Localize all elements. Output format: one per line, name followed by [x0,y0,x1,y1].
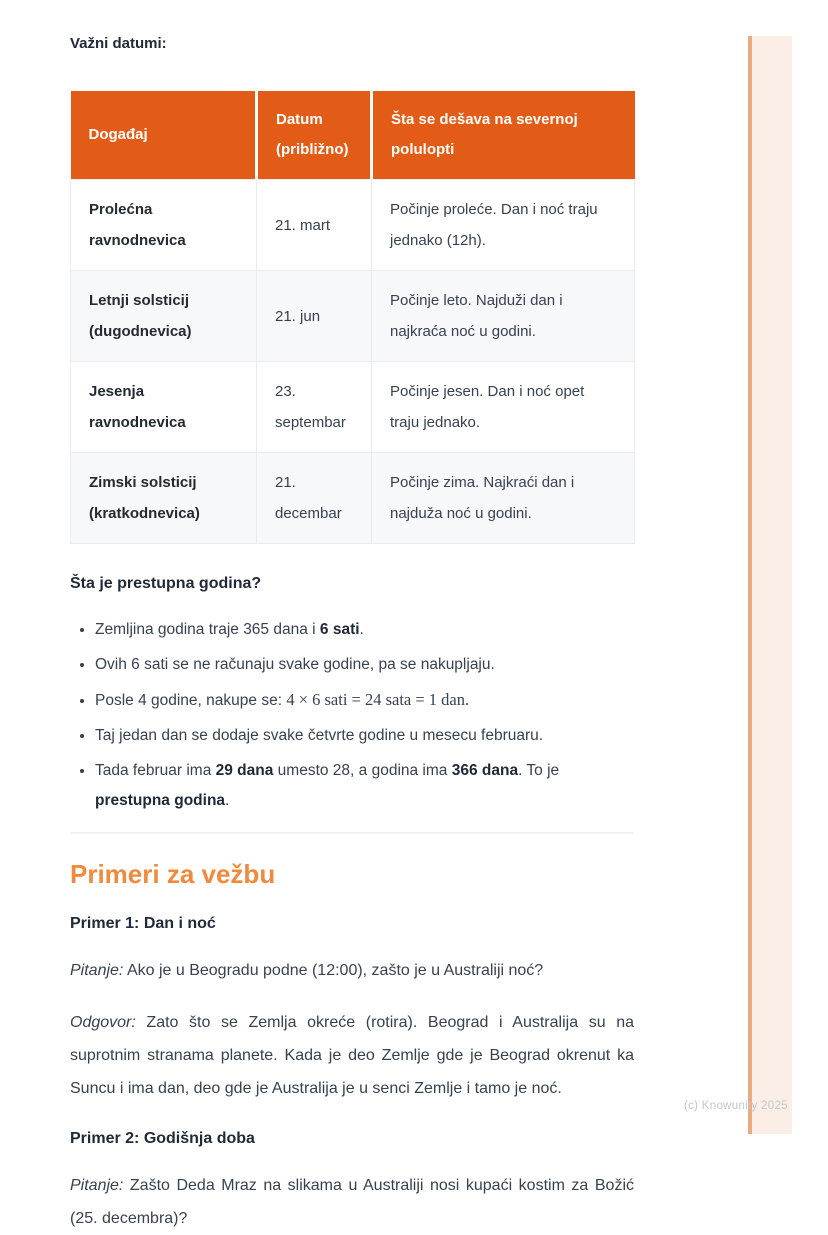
event-cell: Prolećna ravnodnevica [71,180,257,271]
description-cell: Počinje jesen. Dan i noć opet traju jednako. [372,362,635,453]
date-cell: 21. mart [257,180,372,271]
list-item: • Tada februar ima 29 dana umesto 28, a godina ima 366 dana. To je prestupna godina. [95,756,634,816]
primeri-za-vezbu-heading: Primeri za vežbu [70,859,276,889]
date-cell: 21. decembar [257,453,372,544]
table-row [71,362,635,453]
description-cell: Počinje zima. Najkraći dan i najduža noć u godini. [372,453,635,544]
prestupna-godina-list [70,615,634,816]
watermark: (c) Knowunity 2025 [684,1100,788,1112]
date-cell: 23. septembar [257,362,372,453]
page-edge-accent-bar [748,36,792,1134]
primer2-heading: Primer 2: Godišnja doba [70,1130,255,1147]
vazni-datumi-heading: Važni datumi: [70,35,167,52]
important-dates-table [70,91,635,544]
table-row [71,271,635,362]
event-cell: Jesenja ravnodnevica [71,362,257,453]
prestupna-godina-heading: Šta je prestupna godina? [70,575,262,592]
table-header-dogadjaj: Događaj [71,91,257,180]
section-divider [70,832,634,834]
primer1-answer: Odgovor: Zato što se Zemlja okreće (rotira). Beograd i Australija su na suprotnim stranama planete. Kada je deo Zemlje gde je Beograd okrenut ka Suncu i ima dan, deo gde je Australija je u senci Zemlje i tamo je noć. [70,1014,634,1097]
table-row [71,180,635,271]
event-cell: Letnji solsticij (dugodnevica) [71,271,257,362]
list-item: • Taj jedan dan se dodaje svake četvrte godine u mesecu februaru. [95,721,634,751]
primer1-question: Pitanje: Ako je u Beogradu podne (12:00), zašto je u Australiji noć? [70,962,544,979]
primer2-question: Pitanje: Zašto Deda Mraz na slikama u Australiji nosi kupaći kostim za Božić (25. decembra)? [70,1177,634,1227]
table-header-datum: Datum (približno) [257,91,372,180]
list-item: • Ovih 6 sati se ne računaju svake godine, pa se nakupljaju. [95,650,634,680]
table-row [71,453,635,544]
primer1-heading: Primer 1: Dan i noć [70,915,216,932]
document-content [70,34,634,1235]
description-cell: Počinje leto. Najduži dan i najkraća noć u godini. [372,271,635,362]
date-cell: 21. jun [257,271,372,362]
list-item: • Posle 4 godine, nakupe se: 4 × 6 sati = 24 sata = 1 dan. [95,685,634,716]
event-cell: Zimski solsticij (kratkodnevica) [71,453,257,544]
description-cell: Počinje proleće. Dan i noć traju jednako (12h). [372,180,635,271]
table-header-row [71,91,635,180]
list-item: • Zemljina godina traje 365 dana i 6 sati. [95,615,634,645]
table-header-opis: Šta se dešava na severnoj polulopti [372,91,635,180]
